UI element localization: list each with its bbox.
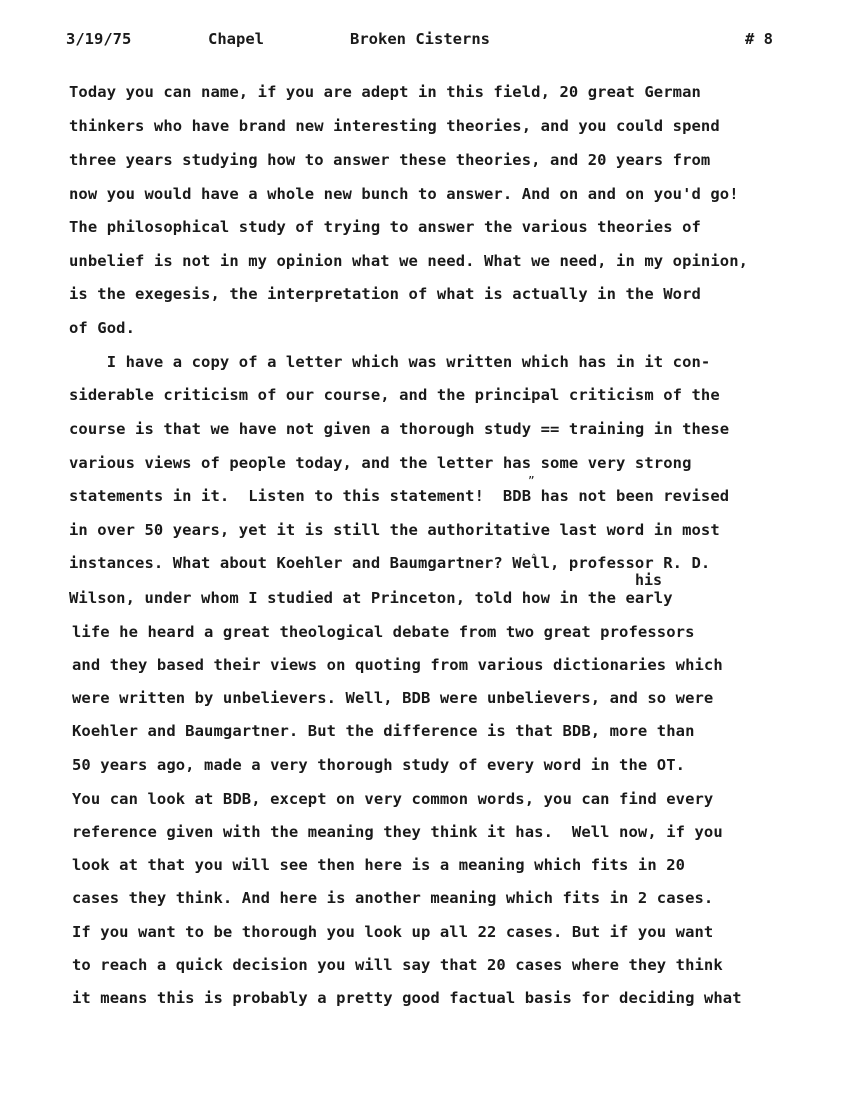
header-title: Broken Cisterns [350,30,490,48]
text-line: siderable criticism of our course, and the principal criticism of the [69,386,720,404]
text-line: look at that you will see then here is a meaning which fits in 20 [72,856,686,874]
text-line: reference given with the meaning they think it has. Well now, if you [72,823,723,841]
header-venue: Chapel [208,30,264,48]
text-line: Koehler and Baumgartner. But the difference is that BDB, more than [72,722,695,740]
text-line: The philosophical study of trying to answer the various theories of [69,218,701,236]
text-line: statements in it. Listen to this statement! BDB has not been revised [69,487,730,505]
text-line: course is that we have not given a thorough study == training in these [69,420,730,438]
text-line: three years studying how to answer these theories, and 20 years from [69,151,711,169]
text-line: now you would have a whole new bunch to answer. And on and on you'd go! [69,185,739,203]
text-line: instances. What about Koehler and Baumgartner? Well, professor R. D. [69,554,711,572]
text-line: You can look at BDB, except on very common words, you can find every [72,790,714,808]
text-line: unbelief is not in my opinion what we need. What we need, in my opinion, [69,252,749,270]
text-line: in over 50 years, yet it is still the authoritative last word in most [69,521,720,539]
text-line: I have a copy of a letter which was written which has in it con- [69,353,711,371]
text-line: life he heard a great theological debate from two great professors [72,623,695,641]
text-line: of God. [69,319,136,337]
header-number: # 8 [745,30,773,48]
interlinear-insertion: his [635,571,663,589]
text-line: thinkers who have brand new interesting theories, and you could spend [69,117,720,135]
text-line: were written by unbelievers. Well, BDB were unbelievers, and so were [72,689,714,707]
text-line: 50 years ago, made a very thorough study of every word in the OT. [72,756,686,774]
caret-mark: ‸ [532,543,536,556]
text-line: various views of people today, and the letter has some very strong [69,454,692,472]
text-line: cases they think. And here is another meaning which fits in 2 cases. [72,889,714,907]
text-line: is the exegesis, the interpretation of what is actually in the Word [69,285,701,303]
text-line: and they based their views on quoting from various dictionaries which [72,656,723,674]
text-line: If you want to be thorough you look up all 22 cases. But if you want [72,923,714,941]
text-line: Today you can name, if you are adept in this field, 20 great German [69,83,701,101]
text-line: it means this is probably a pretty good factual basis for deciding what [72,989,742,1007]
header-date: 3/19/75 [66,30,132,48]
text-line: to reach a quick decision you will say that 20 cases where they think [72,956,723,974]
quote-mark: ” [528,474,535,487]
text-line: Wilson, under whom I studied at Princeton, told how in the early [69,589,673,607]
